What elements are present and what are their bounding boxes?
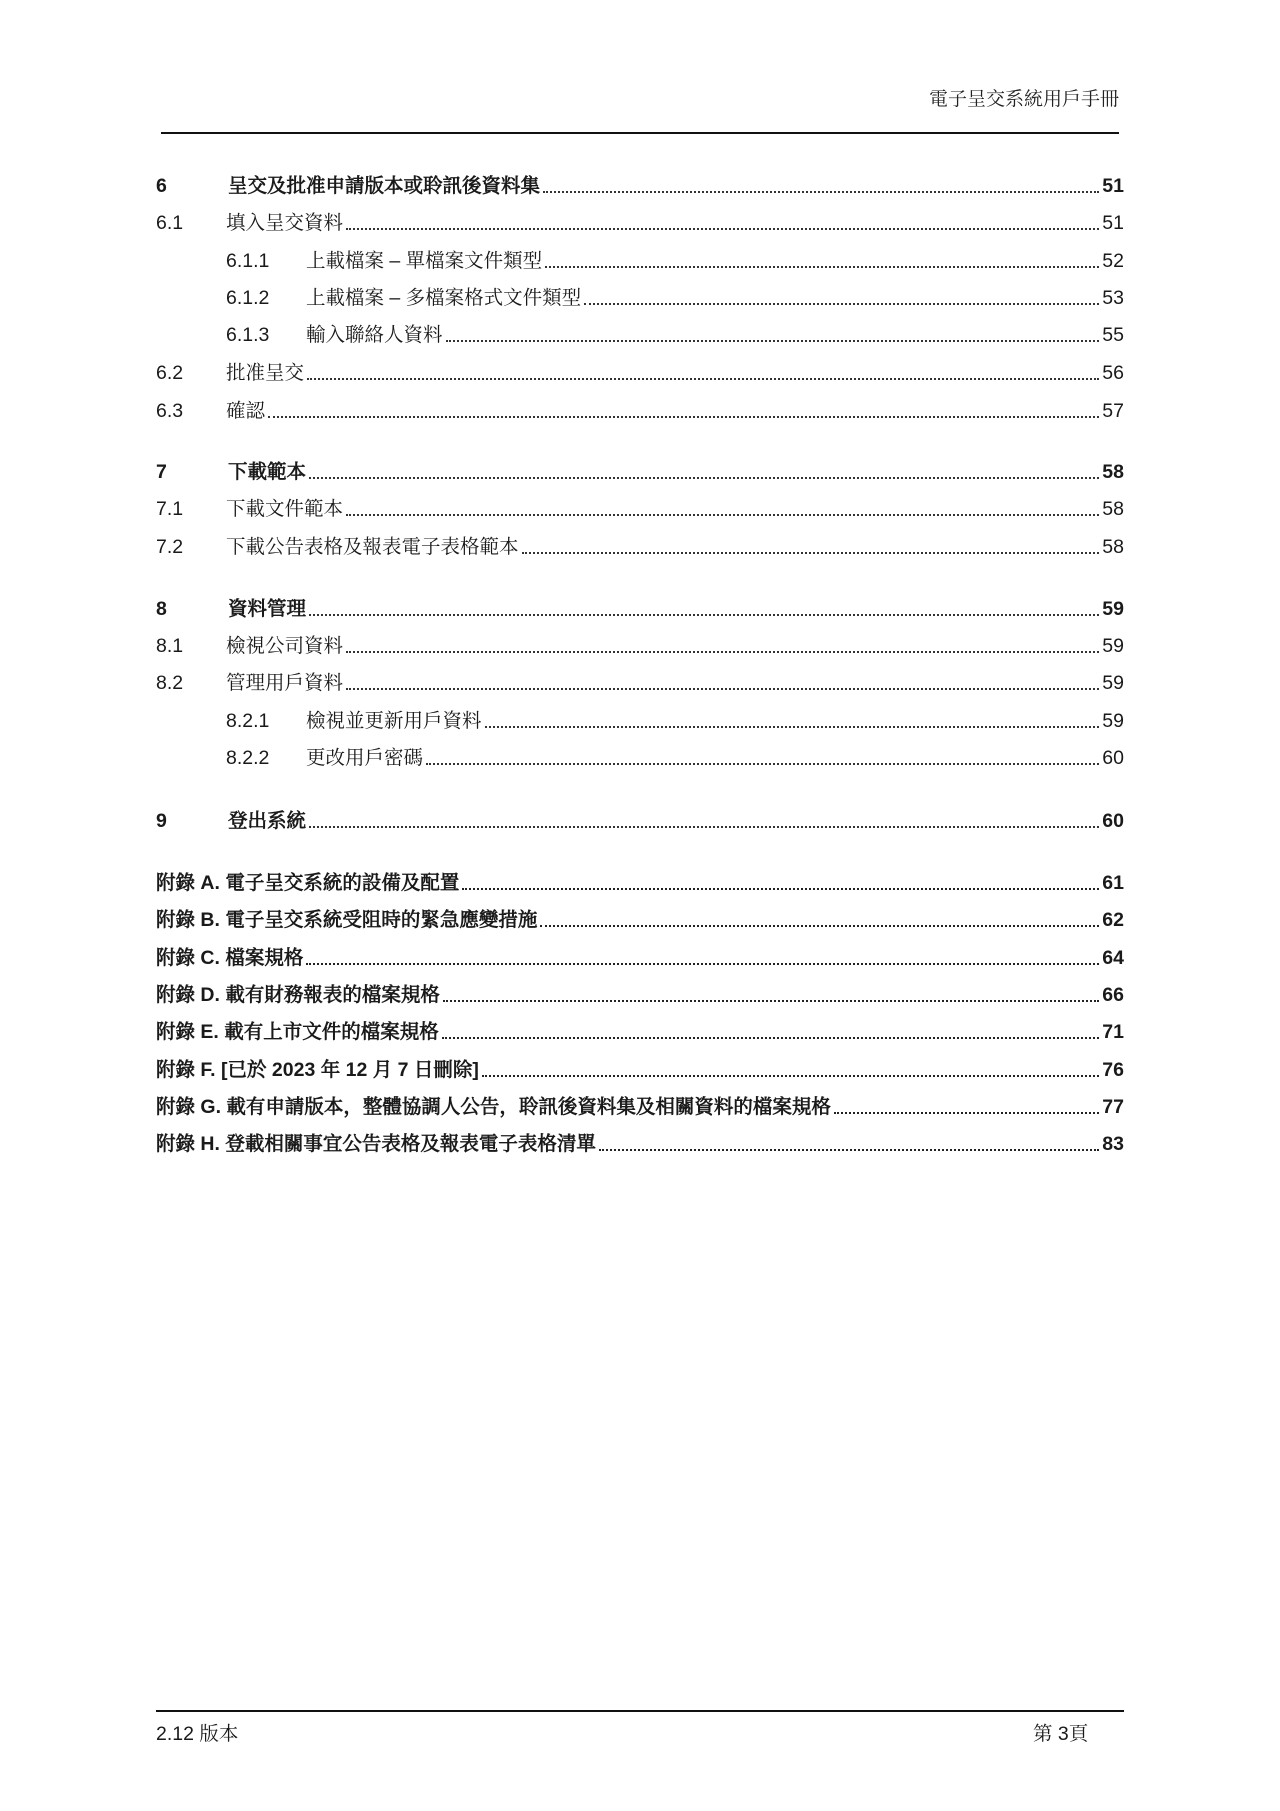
toc-title: 呈交及批准申請版本或聆訊後資料集 — [228, 175, 541, 197]
toc-page: 51 — [1102, 175, 1124, 197]
dot-leader — [442, 1037, 1100, 1039]
toc-number: 8.1 — [156, 635, 184, 657]
toc-title: 下載範本 — [228, 461, 307, 483]
toc-title: 附錄 G. 載有申請版本，整體協調人公告，聆訊後資料集及相關資料的檔案規格 — [156, 1096, 831, 1118]
toc-title: 批准呈交 — [226, 362, 305, 384]
toc-page: 71 — [1102, 1021, 1124, 1043]
toc-page: 62 — [1102, 909, 1124, 931]
toc-appendix-b[interactable] — [156, 902, 1124, 932]
toc-number: 6.3 — [156, 400, 184, 422]
toc-title: 管理用戶資料 — [226, 672, 344, 694]
dot-leader — [346, 228, 1099, 230]
toc-number: 7 — [156, 461, 167, 483]
toc-entry-6-3[interactable] — [156, 393, 1124, 423]
toc-title: 附錄 E. 載有上市文件的檔案規格 — [156, 1021, 439, 1043]
toc-title: 上載檔案 – 多檔案格式文件類型 — [306, 287, 582, 309]
dot-leader — [599, 1149, 1099, 1151]
toc-entry-8[interactable] — [156, 591, 1124, 621]
toc-title: 附錄 B. 電子呈交系統受阻時的緊急應變措施 — [156, 909, 538, 931]
toc-number: 8.2 — [156, 672, 184, 694]
dot-leader — [346, 514, 1099, 516]
toc-entry-8-2-2[interactable] — [156, 740, 1124, 770]
dot-leader — [443, 1000, 1099, 1002]
toc-entry-7-1[interactable] — [156, 491, 1124, 521]
dot-leader — [309, 614, 1099, 616]
dot-leader — [543, 191, 1099, 193]
dot-leader — [584, 303, 1099, 305]
dot-leader — [545, 266, 1099, 268]
toc-title: 輸入聯絡人資料 — [306, 324, 443, 346]
dot-leader — [834, 1112, 1099, 1114]
dot-leader — [307, 378, 1099, 380]
dot-leader — [346, 688, 1099, 690]
toc-number: 8.2.1 — [226, 710, 270, 732]
toc-page: 59 — [1102, 672, 1124, 694]
toc-entry-7-2[interactable] — [156, 529, 1124, 559]
dot-leader — [346, 651, 1099, 653]
toc-number: 9 — [156, 810, 167, 832]
toc-title: 附錄 D. 載有財務報表的檔案規格 — [156, 984, 440, 1006]
toc-page: 60 — [1102, 747, 1124, 769]
footer-page-number: 第 3頁 — [1033, 1723, 1089, 1745]
toc-number: 6.1 — [156, 212, 184, 234]
toc-appendix-e[interactable] — [156, 1014, 1124, 1044]
toc-number: 6 — [156, 175, 167, 197]
toc-title: 下載公告表格及報表電子表格範本 — [226, 536, 519, 558]
toc-title: 檢視並更新用戶資料 — [306, 710, 482, 732]
toc-number: 6.2 — [156, 362, 184, 384]
toc-title: 附錄 A. 電子呈交系統的設備及配置 — [156, 872, 460, 894]
toc-title: 更改用戶密碼 — [306, 747, 424, 769]
dot-leader — [482, 1075, 1099, 1077]
toc-number: 6.1.1 — [226, 250, 270, 272]
toc-page: 59 — [1102, 710, 1124, 732]
toc-title: 附錄 C. 檔案規格 — [156, 947, 304, 969]
footer-divider — [156, 1710, 1124, 1712]
toc-number: 6.1.2 — [226, 287, 270, 309]
toc-page: 58 — [1102, 536, 1124, 558]
toc-title: 確認 — [226, 400, 266, 422]
toc-page: 53 — [1102, 287, 1124, 309]
toc-number: 6.1.3 — [226, 324, 270, 346]
toc-title: 資料管理 — [228, 598, 307, 620]
toc-page: 59 — [1102, 598, 1124, 620]
toc-page: 56 — [1102, 362, 1124, 384]
toc-page: 77 — [1102, 1096, 1124, 1118]
dot-leader — [306, 963, 1099, 965]
dot-leader — [462, 888, 1099, 890]
toc-entry-6-1-2[interactable] — [156, 280, 1124, 310]
dot-leader — [268, 416, 1099, 418]
toc-page: 58 — [1102, 498, 1124, 520]
toc-page: 60 — [1102, 810, 1124, 832]
toc-entry-6-1-1[interactable] — [156, 243, 1124, 273]
toc-title: 上載檔案 – 單檔案文件類型 — [306, 250, 543, 272]
toc-appendix-h[interactable] — [156, 1126, 1124, 1156]
header-divider — [161, 132, 1119, 134]
toc-page: 57 — [1102, 400, 1124, 422]
toc-page: 58 — [1102, 461, 1124, 483]
document-header-title: 電子呈交系統用戶手冊 — [928, 89, 1119, 110]
toc-number: 7.1 — [156, 498, 184, 520]
toc-entry-7[interactable] — [156, 454, 1124, 484]
toc-page: 51 — [1102, 212, 1124, 234]
toc-entry-6[interactable] — [156, 168, 1124, 198]
toc-number: 8.2.2 — [226, 747, 270, 769]
toc-number: 7.2 — [156, 536, 184, 558]
toc-page: 52 — [1102, 250, 1124, 272]
toc-title: 檢視公司資料 — [226, 635, 344, 657]
toc-page: 64 — [1102, 947, 1124, 969]
toc-appendix-a[interactable] — [156, 865, 1124, 895]
dot-leader — [446, 340, 1100, 342]
toc-title: 下載文件範本 — [226, 498, 344, 520]
toc-appendix-d[interactable] — [156, 977, 1124, 1007]
toc-page: 66 — [1102, 984, 1124, 1006]
toc-entry-9[interactable] — [156, 803, 1124, 833]
toc-title: 附錄 H. 登載相關事宜公告表格及報表電子表格清單 — [156, 1133, 596, 1155]
toc-title: 附錄 F. [已於 2023 年 12 月 7 日刪除] — [156, 1059, 479, 1081]
toc-title: 登出系統 — [228, 810, 307, 832]
footer-version: 2.12 版本 — [156, 1723, 239, 1745]
toc-page: 59 — [1102, 635, 1124, 657]
toc-number: 8 — [156, 598, 167, 620]
toc-entry-8-1[interactable] — [156, 628, 1124, 658]
toc-page: 61 — [1102, 872, 1124, 894]
toc-appendix-f[interactable] — [156, 1052, 1124, 1082]
dot-leader — [522, 552, 1100, 554]
toc-entry-8-2[interactable] — [156, 665, 1124, 695]
toc-entry-6-1[interactable] — [156, 205, 1124, 235]
dot-leader — [309, 477, 1099, 479]
toc-entry-8-2-1[interactable] — [156, 703, 1124, 733]
toc-page: 76 — [1102, 1059, 1124, 1081]
toc-appendix-c[interactable] — [156, 940, 1124, 970]
dot-leader — [426, 763, 1099, 765]
toc-entry-6-1-3[interactable] — [156, 317, 1124, 347]
dot-leader — [540, 925, 1099, 927]
dot-leader — [485, 726, 1100, 728]
toc-appendix-g[interactable] — [156, 1089, 1124, 1119]
toc-entry-6-2[interactable] — [156, 355, 1124, 385]
toc-page: 83 — [1102, 1133, 1124, 1155]
dot-leader — [309, 826, 1099, 828]
toc-title: 填入呈交資料 — [226, 212, 344, 234]
toc-page: 55 — [1102, 324, 1124, 346]
